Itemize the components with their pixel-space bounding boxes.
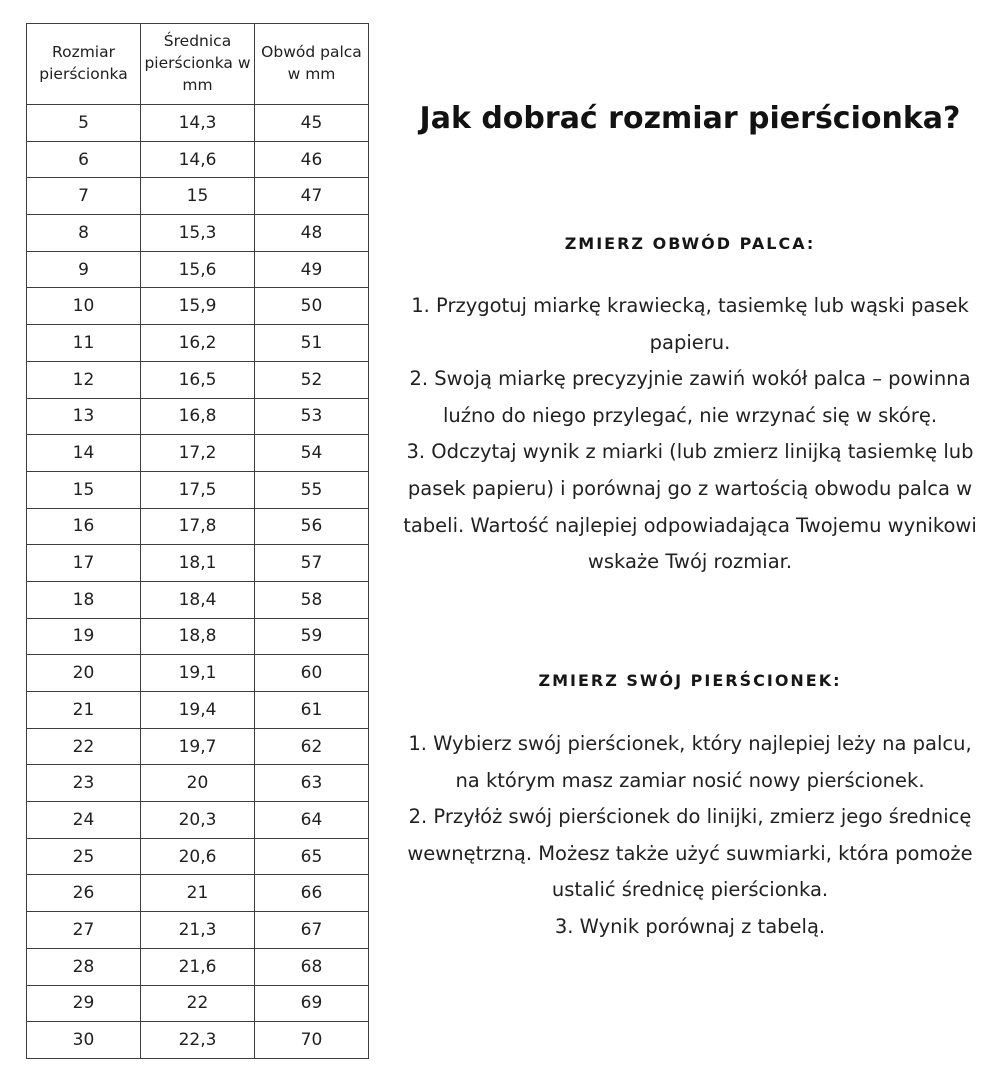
table-cell: 21,6 xyxy=(141,948,255,985)
table-cell: 46 xyxy=(255,141,369,178)
table-row xyxy=(27,398,369,435)
ring-size-table-body xyxy=(27,105,369,1059)
table-header-row xyxy=(27,24,369,105)
table-cell: 63 xyxy=(255,765,369,802)
table-cell: 48 xyxy=(255,215,369,252)
table-cell: 24 xyxy=(27,802,141,839)
table-cell: 50 xyxy=(255,288,369,325)
table-header-cell: Średnica pierścionka w mm xyxy=(141,24,255,105)
table-cell: 8 xyxy=(27,215,141,252)
table-cell: 16 xyxy=(27,508,141,545)
table-cell: 28 xyxy=(27,948,141,985)
table-cell: 54 xyxy=(255,435,369,472)
table-cell: 14 xyxy=(27,435,141,472)
table-cell: 22 xyxy=(27,728,141,765)
table-cell: 17 xyxy=(27,545,141,582)
table-cell: 20 xyxy=(27,655,141,692)
table-cell: 6 xyxy=(27,141,141,178)
instruction-item: 1. Wybierz swój pierścionek, który najlepiej leży na palcu, na którym masz zamiar nosić nowy pierścionek. xyxy=(408,732,972,792)
table-row xyxy=(27,435,369,472)
table-cell: 11 xyxy=(27,325,141,362)
page-title: Jak dobrać rozmiar pierścionka? xyxy=(419,101,961,136)
table-row xyxy=(27,875,369,912)
table-cell: 51 xyxy=(255,325,369,362)
table-cell: 21,3 xyxy=(141,912,255,949)
table-header-cell: Obwód palca w mm xyxy=(255,24,369,105)
table-cell: 19,4 xyxy=(141,692,255,729)
table-cell: 22,3 xyxy=(141,1022,255,1059)
instruction-item: 3. Wynik porównaj z tabelą. xyxy=(554,914,826,938)
table-cell: 16,5 xyxy=(141,361,255,398)
table-cell: 14,6 xyxy=(141,141,255,178)
table-row xyxy=(27,692,369,729)
table-row xyxy=(27,545,369,582)
table-cell: 15 xyxy=(141,178,255,215)
table-cell: 65 xyxy=(255,838,369,875)
table-row xyxy=(27,325,369,362)
table-row xyxy=(27,215,369,252)
table-cell: 27 xyxy=(27,912,141,949)
table-cell: 18,4 xyxy=(141,581,255,618)
table-cell: 22 xyxy=(141,985,255,1022)
table-row xyxy=(27,288,369,325)
table-cell: 64 xyxy=(255,802,369,839)
section-heading-measure-finger: ZMIERZ OBWÓD PALCA: xyxy=(564,234,816,253)
table-cell: 18 xyxy=(27,581,141,618)
section-heading-measure-ring: ZMIERZ SWÓJ PIERŚCIONEK: xyxy=(538,671,842,690)
table-cell: 10 xyxy=(27,288,141,325)
table-cell: 16,8 xyxy=(141,398,255,435)
table-cell: 12 xyxy=(27,361,141,398)
table-cell: 21 xyxy=(141,875,255,912)
table-row xyxy=(27,655,369,692)
table-row xyxy=(27,581,369,618)
table-row xyxy=(27,912,369,949)
table-cell: 53 xyxy=(255,398,369,435)
guide-column xyxy=(398,0,982,1084)
table-cell: 23 xyxy=(27,765,141,802)
table-cell: 5 xyxy=(27,105,141,142)
table-cell: 62 xyxy=(255,728,369,765)
table-cell: 66 xyxy=(255,875,369,912)
table-cell: 21 xyxy=(27,692,141,729)
table-cell: 57 xyxy=(255,545,369,582)
table-cell: 17,5 xyxy=(141,471,255,508)
table-row xyxy=(27,802,369,839)
table-row xyxy=(27,765,369,802)
table-cell: 49 xyxy=(255,251,369,288)
table-cell: 15,6 xyxy=(141,251,255,288)
table-cell: 56 xyxy=(255,508,369,545)
table-row xyxy=(27,178,369,215)
table-cell: 59 xyxy=(255,618,369,655)
table-cell: 26 xyxy=(27,875,141,912)
instruction-item: 2. Przyłóż swój pierścionek do linijki, zmierz jego średnicę wewnętrzną. Możesz także użyć suwmiarki, która pomoże ustalić średnicę pierścionka. xyxy=(407,805,973,902)
instruction-item: 3. Odczytaj wynik z miarki (lub zmierz linijką tasiemkę lub pasek papieru) i porównaj go z wartością obwodu palca w tabeli. Wartość najlepiej odpowiadająca Twojemu wynikowi wskaże Twój rozmiar. xyxy=(403,440,977,574)
table-cell: 20 xyxy=(141,765,255,802)
table-cell: 17,8 xyxy=(141,508,255,545)
instruction-list-measure-ring xyxy=(398,726,982,946)
table-cell: 18,8 xyxy=(141,618,255,655)
table-cell: 19,7 xyxy=(141,728,255,765)
table-row xyxy=(27,1022,369,1059)
table-cell: 70 xyxy=(255,1022,369,1059)
table-cell: 52 xyxy=(255,361,369,398)
table-cell: 60 xyxy=(255,655,369,692)
table-cell: 69 xyxy=(255,985,369,1022)
table-row xyxy=(27,471,369,508)
table-cell: 15 xyxy=(27,471,141,508)
table-row xyxy=(27,361,369,398)
table-row xyxy=(27,618,369,655)
table-cell: 16,2 xyxy=(141,325,255,362)
table-header-cell: Rozmiar pierścionka xyxy=(27,24,141,105)
table-row xyxy=(27,728,369,765)
table-cell: 17,2 xyxy=(141,435,255,472)
instruction-list-measure-finger xyxy=(398,288,982,581)
table-cell: 25 xyxy=(27,838,141,875)
table-cell: 15,9 xyxy=(141,288,255,325)
table-cell: 68 xyxy=(255,948,369,985)
table-cell: 14,3 xyxy=(141,105,255,142)
table-row xyxy=(27,948,369,985)
table-cell: 47 xyxy=(255,178,369,215)
table-cell: 18,1 xyxy=(141,545,255,582)
table-cell: 19 xyxy=(27,618,141,655)
table-cell: 9 xyxy=(27,251,141,288)
table-cell: 45 xyxy=(255,105,369,142)
table-cell: 15,3 xyxy=(141,215,255,252)
table-row xyxy=(27,985,369,1022)
instruction-item: 2. Swoją miarkę precyzyjnie zawiń wokół palca – powinna luźno do niego przylegać, nie wrzynać się w skórę. xyxy=(409,367,971,427)
table-cell: 55 xyxy=(255,471,369,508)
ring-size-table-header xyxy=(27,24,369,105)
table-row xyxy=(27,141,369,178)
table-cell: 20,6 xyxy=(141,838,255,875)
table-cell: 67 xyxy=(255,912,369,949)
table-cell: 13 xyxy=(27,398,141,435)
table-row xyxy=(27,508,369,545)
instruction-item: 1. Przygotuj miarkę krawiecką, tasiemkę lub wąski pasek papieru. xyxy=(411,294,969,354)
table-row xyxy=(27,105,369,142)
table-cell: 30 xyxy=(27,1022,141,1059)
ring-size-table xyxy=(26,23,369,1059)
table-cell: 20,3 xyxy=(141,802,255,839)
table-cell: 58 xyxy=(255,581,369,618)
table-cell: 29 xyxy=(27,985,141,1022)
table-cell: 7 xyxy=(27,178,141,215)
table-cell: 61 xyxy=(255,692,369,729)
table-row xyxy=(27,838,369,875)
table-row xyxy=(27,251,369,288)
table-cell: 19,1 xyxy=(141,655,255,692)
